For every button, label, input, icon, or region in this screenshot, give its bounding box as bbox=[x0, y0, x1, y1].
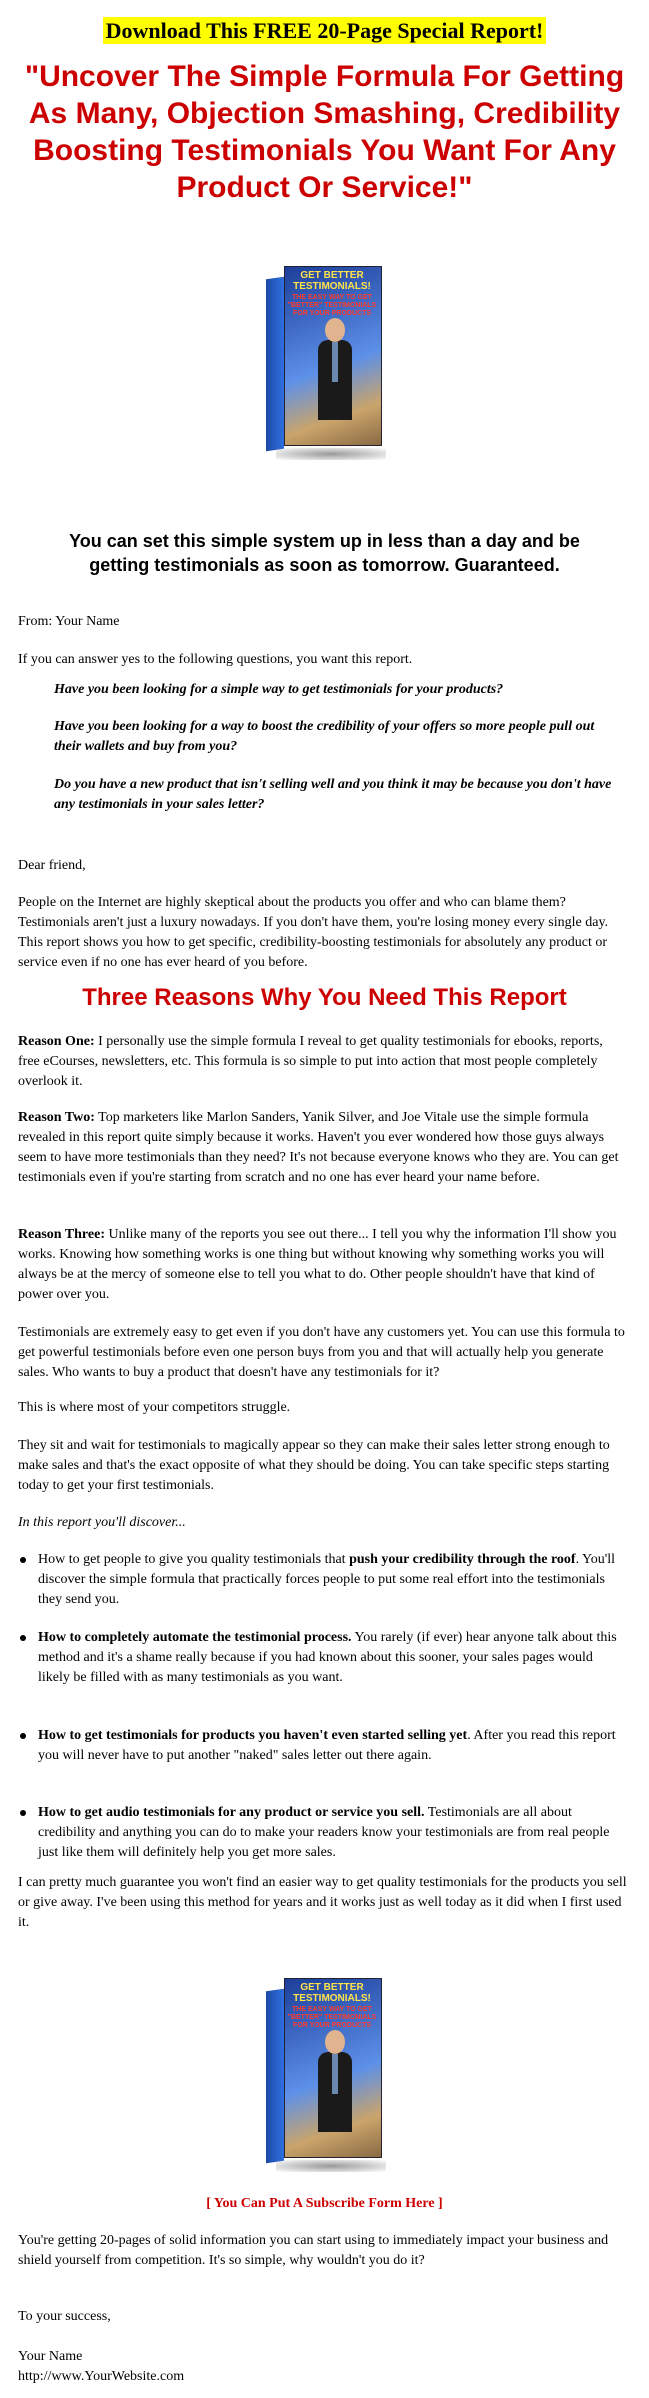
question-1: Have you been looking for a simple way to get testimonials for your products? bbox=[54, 682, 504, 697]
benefit-item bbox=[38, 1550, 623, 1610]
reason-one-label: Reason One: bbox=[18, 1034, 95, 1049]
reason-three-label: Reason Three: bbox=[18, 1227, 105, 1242]
ebook-author-photo bbox=[318, 2030, 352, 2150]
signature-name: Your Name bbox=[18, 2349, 83, 2364]
closing: To your success, bbox=[18, 2309, 111, 2324]
ebook-subtitle: THE EASY WAY TO GET "BETTER" TESTIMONIALS FOR YOUR PRODUCTS bbox=[287, 294, 377, 317]
bullet-icon bbox=[20, 1557, 26, 1563]
paragraph-2: Testimonials are extremely easy to get even if you don't have any customers yet. You can use this formula to get powerful testimonials before even one person buys from you and that will actually help you generate sales. Who wants to buy a product that doesn't have any testimonials for it? bbox=[18, 1325, 625, 1380]
benefit-3-bold: How to get testimonials for products you haven't even started selling yet bbox=[38, 1728, 468, 1743]
ebook-title: GET BETTER TESTIMONIALS! bbox=[293, 1982, 371, 2004]
bullet-icon bbox=[20, 1733, 26, 1739]
ebook-cover-image bbox=[266, 260, 386, 460]
greeting: Dear friend, bbox=[18, 858, 86, 873]
ebook-subtitle: THE EASY WAY TO GET "BETTER" TESTIMONIALS FOR YOUR PRODUCTS bbox=[287, 2006, 377, 2029]
benefit-2-post: You rarely (if ever) hear anyone talk about this method and it's a shame really because if you had known about this sooner, your sales pages would likely be filled with as many testimonials as you want. bbox=[38, 1630, 617, 1685]
benefit-4-bold: How to get audio testimonials for any product or service you sell. bbox=[38, 1805, 425, 1820]
subscribe-form-placeholder[interactable]: [ You Can Put A Subscribe Form Here ] bbox=[206, 2196, 443, 2211]
paragraph-3: This is where most of your competitors struggle. bbox=[18, 1400, 291, 1415]
headline: "Uncover The Simple Formula For Getting As Many, Objection Smashing, Credibility Boosting Testimonials You Want For Any Product Or Service!" bbox=[24, 60, 625, 204]
subheadline: You can set this simple system up in less than a day and be getting testimonials as soon as tomorrow. Guaranteed. bbox=[69, 531, 580, 575]
paragraph-4: They sit and wait for testimonials to magically appear so they can make their sales letter strong enough to make sales and that's the exact opposite of what they should be doing. You can take specific steps starting today to get your first testimonials. bbox=[18, 1438, 610, 1493]
benefit-item bbox=[38, 1628, 623, 1688]
question-3: Do you have a new product that isn't selling well and you think it may be because you don't have any testimonials in your sales letter? bbox=[54, 777, 612, 812]
paragraph-6: You're getting 20-pages of solid information you can start using to immediately impact your business and shield yourself from competition. It's so simple, why wouldn't you do it? bbox=[18, 2233, 609, 2268]
reason-one-text: I personally use the simple formula I reveal to get quality testimonials for ebooks, reports, free eCourses, newsletters, etc. This formula is so simple to put into action that most people completely overlook it. bbox=[18, 1034, 603, 1089]
benefit-1-pre: How to get people to give you quality testimonials that bbox=[38, 1552, 350, 1567]
ebook-shadow bbox=[276, 448, 386, 460]
ebook-author-photo bbox=[318, 318, 352, 438]
paragraph-1: People on the Internet are highly skeptical about the products you offer and who can blame them? Testimonials aren't just a luxury nowadays. If you don't have them, you're losing money every single day. This report shows you how to get specific, credibility-boosting testimonials for absolutely any product or service even if no one has ever heard of you before. bbox=[18, 895, 609, 970]
from-line: From: Your Name bbox=[18, 614, 120, 629]
ebook-title: GET BETTER TESTIMONIALS! bbox=[293, 270, 371, 292]
ebook-cover-image-2 bbox=[266, 1972, 386, 2172]
benefit-2-bold: How to completely automate the testimonial process. bbox=[38, 1630, 352, 1645]
question-2: Have you been looking for a way to boost the credibility of your offers so more people pull out their wallets and buy from you? bbox=[54, 719, 595, 754]
intro-text: If you can answer yes to the following questions, you want this report. bbox=[18, 652, 413, 667]
reason-three bbox=[18, 1225, 628, 1305]
section-title: Three Reasons Why You Need This Report bbox=[82, 984, 567, 1011]
banner bbox=[0, 18, 649, 44]
reason-three-text: Unlike many of the reports you see out there... I tell you why the information I'll show you works. Knowing how something works is one thing but without knowing why something works you will always be at the mercy of someone else to tell you what to do. Other people shouldn't have that kind of power over you. bbox=[18, 1227, 617, 1302]
ebook-spine bbox=[266, 277, 284, 452]
benefit-1-bold: push your credibility through the roof bbox=[349, 1552, 576, 1567]
bullet-icon bbox=[20, 1635, 26, 1641]
reason-one bbox=[18, 1032, 628, 1092]
website-link[interactable]: http://www.YourWebsite.com bbox=[18, 2369, 185, 2384]
ebook-spine bbox=[266, 1989, 284, 2164]
paragraph-5: I can pretty much guarantee you won't find an easier way to get quality testimonials for the products you sell or give away. I've been using this method for years and it works just as well today as it did when I first used it. bbox=[18, 1875, 627, 1930]
benefit-item bbox=[38, 1803, 623, 1863]
banner-text: Download This FREE 20-Page Special Report! bbox=[103, 17, 547, 44]
benefit-4-post: Testimonials are all about credibility and anything you can do to make your readers know your testimonials are from real people just like them will definitely help you get more sales. bbox=[38, 1805, 610, 1860]
bullet-icon bbox=[20, 1810, 26, 1816]
reason-two bbox=[18, 1108, 628, 1188]
benefit-1-post: . You'll discover the simple formula that practically forces people to put some real effort into the testimonials they send you. bbox=[38, 1552, 616, 1607]
reason-two-label: Reason Two: bbox=[18, 1110, 95, 1125]
benefit-3-post: . After you read this report you will never have to put another "naked" sales letter out there again. bbox=[38, 1728, 616, 1763]
benefit-item bbox=[38, 1726, 623, 1766]
discover-intro: In this report you'll discover... bbox=[18, 1515, 186, 1530]
reason-two-text: Top marketers like Marlon Sanders, Yanik Silver, and Joe Vitale use the simple formula revealed in this report quite simply because it works. Haven't you ever wondered how those guys always seem to have more testimonials than they need? It's not because everyone knows who they are. You can get testimonials even if you're starting from scratch and no one has ever heard your name before. bbox=[18, 1110, 619, 1185]
ebook-shadow bbox=[276, 2160, 386, 2172]
